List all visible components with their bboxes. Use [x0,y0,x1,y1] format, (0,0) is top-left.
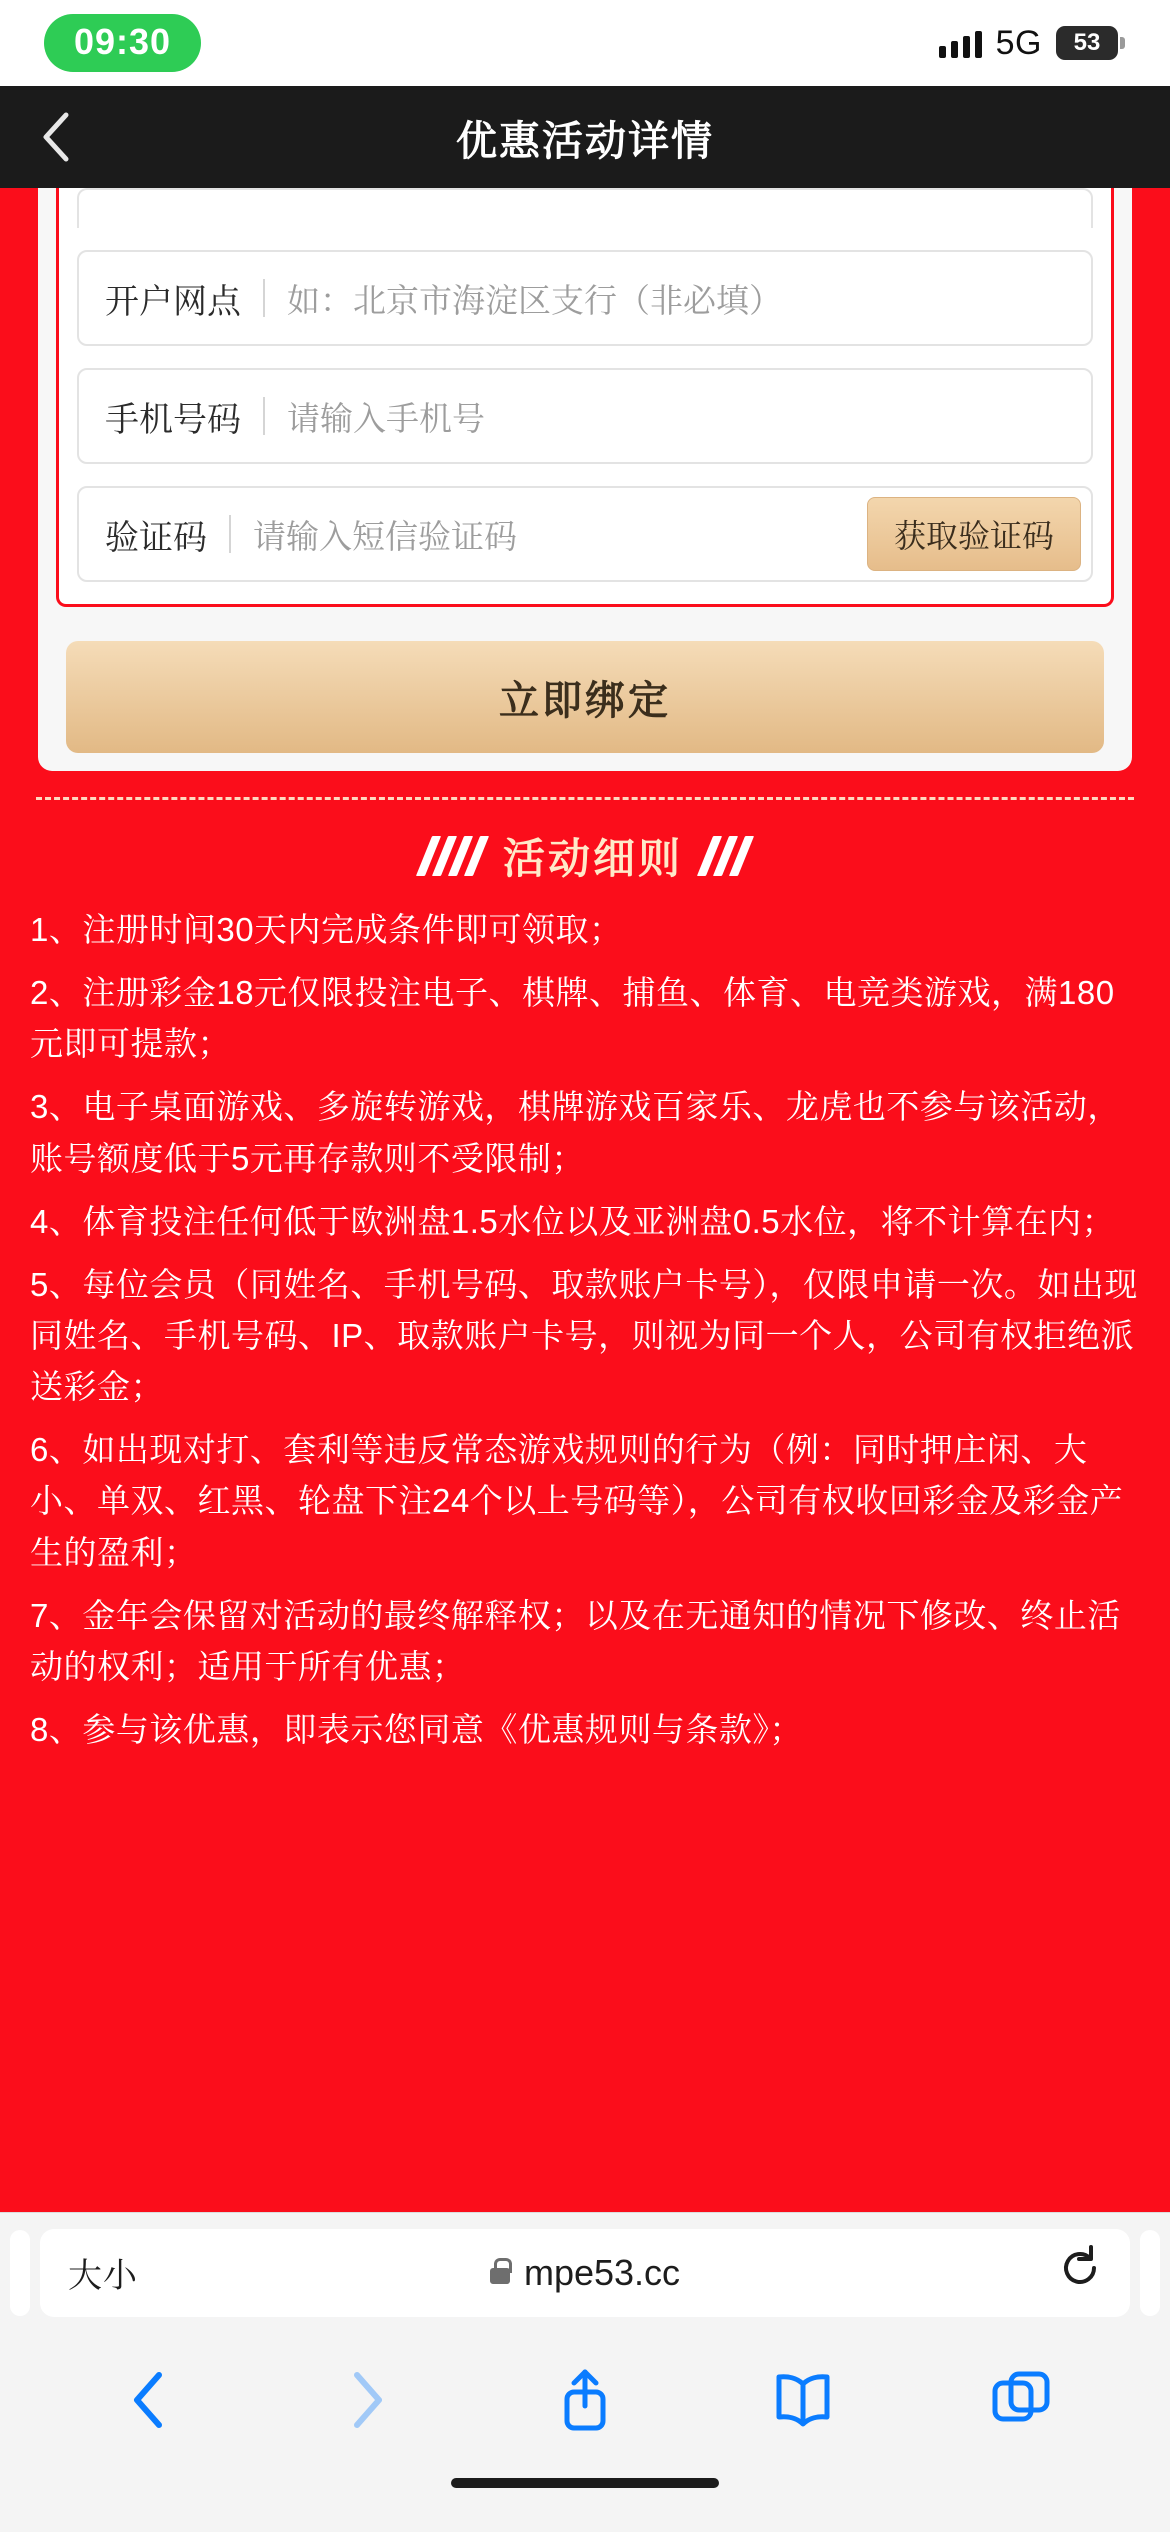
rule-item: 2、注册彩金18元仅限投注电子、棋牌、捕鱼、体育、电竞类游戏，满180元即可提款； [30,974,1115,1063]
bind-now-button[interactable]: 立即绑定 [66,641,1104,753]
lock-icon [490,2268,510,2284]
form-field-branch[interactable] [77,250,1093,346]
tabs-button[interactable] [976,2357,1066,2447]
binding-form [56,188,1114,607]
rule-item: 7、金年会保留对活动的最终解释权；以及在无通知的情况下修改、终止活动的权利；适用于所有优惠； [30,1596,1121,1685]
rule-item: 4、体育投注任何低于欧洲盘1.5水位以及亚洲盘0.5水位，将不计算在内； [30,1202,1116,1240]
form-field-phone-label: 手机号码 [105,400,241,439]
page-navbar [0,86,1170,188]
rules-title-row [30,800,1140,904]
browser-url-bar [0,2212,1170,2332]
slash-decoration-left [424,836,481,876]
rule-item: 3、电子桌面游戏、多旋转游戏，棋牌游戏百家乐、龙虎也不参与该活动，账号额度低于5元再存款则不受限制； [30,1088,1121,1177]
field-divider [263,397,265,435]
address-bar[interactable] [40,2229,1130,2317]
activity-rules-section [0,771,1170,1755]
binding-form-card [38,188,1132,771]
form-field-phone-input[interactable]: 请输入手机号 [287,399,485,437]
rule-item: 8、参与该优惠，即表示您同意《优惠规则与条款》； [30,1710,803,1748]
slash-decoration-right [705,836,746,876]
field-divider [263,279,265,317]
tabs-icon [990,2369,1052,2436]
rules-title: 活动细则 [502,835,683,882]
reload-icon[interactable] [1058,2245,1102,2301]
form-field-branch-input[interactable]: 如：北京市海淀区支行（非必填） [287,281,782,319]
browser-toolbar [0,2332,1170,2472]
page-content [0,188,1170,2212]
form-field-branch-label: 开户网点 [105,282,241,321]
network-type-label: 5G [995,23,1042,62]
book-icon [772,2371,834,2434]
browser-back-button[interactable] [104,2357,194,2447]
text-size-button[interactable]: 大小 [68,2257,138,2295]
chevron-left-icon [129,2369,169,2436]
share-button[interactable] [540,2357,630,2447]
back-button[interactable] [0,109,110,165]
status-indicators [939,24,1118,63]
share-icon [557,2366,613,2439]
browser-forward-button[interactable] [322,2357,412,2447]
battery-percent-label: 53 [1073,29,1101,56]
home-indicator-area [0,2472,1170,2532]
field-divider [229,515,231,553]
rule-item: 6、如出现对打、套利等违反常态游戏规则的行为（例：同时押庄闲、大小、单双、红黑、轮盘下注24个以上号码等），公司有权收回彩金及彩金产生的盈利； [30,1431,1124,1571]
rule-item: 1、注册时间30天内完成条件即可领取； [30,911,623,948]
url-text: mpe53.cc [523,2251,681,2293]
status-bar [0,0,1170,86]
status-time: 09:30 [44,14,201,72]
form-field-cut-off[interactable] [77,188,1093,228]
form-field-verify-code-label: 验证码 [105,518,207,557]
home-indicator[interactable] [451,2478,719,2488]
page-title: 优惠活动详情 [456,117,714,164]
url-display [40,2252,1130,2294]
chevron-left-icon [38,109,72,165]
form-field-verify-code-input[interactable]: 请输入短信验证码 [253,517,517,555]
tab-edge-right[interactable] [1140,2230,1160,2316]
tab-edge-left[interactable] [10,2230,30,2316]
rule-item: 5、每位会员（同姓名、手机号码、取款账户卡号），仅限申请一次。如出现同姓名、手机号码、IP、取款账户卡号，则视为同一个人，公司有权拒绝派送彩金； [30,1265,1138,1406]
form-field-verify-code[interactable] [77,486,1093,582]
battery-icon [1056,26,1118,60]
bookmarks-button[interactable] [758,2357,848,2447]
form-field-phone[interactable] [77,368,1093,464]
chevron-right-icon [347,2369,387,2436]
get-verification-code-button[interactable]: 获取验证码 [867,497,1081,571]
signal-strength-icon [939,28,982,58]
